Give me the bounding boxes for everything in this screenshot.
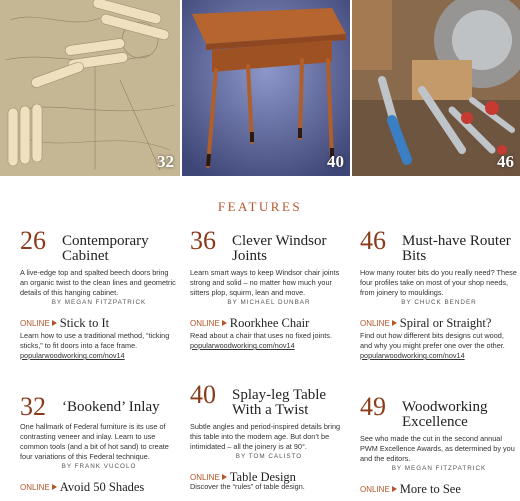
online-description: Read about a chair that uses no fixed joints.: [190, 331, 332, 340]
online-title[interactable]: Stick to It: [59, 315, 110, 330]
article-title[interactable]: Clever Windsor Joints: [232, 233, 327, 264]
online-label: ONLINE: [190, 472, 220, 482]
article-windsor-joints: [190, 228, 348, 351]
article-byline: BY TOM CALISTO: [235, 453, 303, 460]
photo-page-number: 40: [327, 152, 344, 171]
online-description: Discover the “rules” of table design.: [190, 482, 305, 491]
article-title[interactable]: Contemporary Cabinet: [62, 233, 149, 264]
page-number: 49: [360, 392, 386, 421]
online-label: ONLINE: [20, 318, 50, 328]
arrow-right-icon: [392, 320, 397, 326]
photo-page-number: 46: [497, 152, 514, 171]
article-description: How many router bits do you really need? These four profiles take on most of your shop needs, from joinery to mouldings.: [360, 268, 517, 297]
article-description: A live-edge top and spalted beech doors bring an organic twist to the clean lines and geometric details of this hanging cabinet.: [20, 268, 176, 297]
online-title[interactable]: Table Design: [229, 469, 296, 484]
article-description: Learn smart ways to keep Windsor chair joints strong and solid – no matter how much your sitters plop, squirm, lean and move.: [190, 268, 340, 297]
article-router-bits: [360, 228, 518, 361]
arrow-right-icon: [222, 320, 227, 326]
article-byline: BY MEGAN FITZPATRICK: [391, 465, 487, 472]
photo-page-number: 32: [157, 152, 174, 171]
article-title[interactable]: Splay-leg Table With a Twist: [232, 387, 327, 418]
online-title[interactable]: Avoid 50 Shades: [59, 479, 145, 494]
online-label: ONLINE: [360, 318, 390, 328]
section-title: FEATURES: [217, 199, 303, 214]
arrow-right-icon: [52, 484, 57, 490]
article-title[interactable]: Woodworking Excellence: [402, 399, 488, 430]
article-byline: BY MEGAN FITZPATRICK: [51, 299, 147, 306]
arrow-right-icon: [222, 474, 227, 480]
article-title[interactable]: Must-have Router Bits: [402, 233, 511, 264]
article-title[interactable]: ‘Bookend’ Inlay: [62, 399, 160, 415]
article-woodworking-excellence: [360, 394, 518, 494]
article-byline: BY CHUCK BENDER: [401, 299, 477, 306]
article-description: Subtle angles and period-inspired details bring this table into the modern age. But don’t be intimidated – all the joinery is at 90°.: [190, 422, 341, 451]
online-description: Find out how different bits designs cut wood, and why you might prefer one over the other.: [360, 331, 505, 350]
online-title[interactable]: More to See: [399, 481, 461, 496]
page-number: 36: [190, 226, 216, 255]
online-title[interactable]: Roorkhee Chair: [229, 315, 310, 330]
arrow-right-icon: [52, 320, 57, 326]
online-label: ONLINE: [360, 484, 390, 494]
table-photo: [182, 0, 350, 176]
arrow-right-icon: [392, 486, 397, 492]
online-link[interactable]: popularwoodworking.com/nov14: [20, 351, 125, 360]
article-contemporary-cabinet: [20, 228, 178, 361]
article-byline: BY MICHAEL DUNBAR: [227, 299, 311, 306]
article-description: One hallmark of Federal furniture is its use of contrasting veneer and inlay. Learn to use common tools (and a bit of hot sand) to create four variations of this Federal technique.: [20, 422, 169, 461]
page-number: 26: [20, 226, 46, 255]
online-label: ONLINE: [20, 482, 50, 492]
article-splay-leg-table: [190, 382, 348, 492]
article-description: See who made the cut in the second annual PWM Excellence Awards, as determined by you and the editors.: [360, 434, 515, 463]
article-byline: BY FRANK VUCOLO: [61, 463, 137, 470]
page-number: 40: [190, 380, 216, 409]
page-number: 32: [20, 392, 46, 421]
inlay-photo: [0, 0, 180, 176]
photo-strip: [0, 0, 520, 176]
page-number: 46: [360, 226, 386, 255]
online-description: Learn how to use a traditional method, “ticking sticks,” to fit doors into a face frame.: [20, 331, 170, 350]
router-bits-photo: [352, 0, 520, 176]
online-title[interactable]: Spiral or Straight?: [399, 315, 492, 330]
online-link[interactable]: popularwoodworking.com/nov14: [360, 351, 465, 360]
article-bookend-inlay: [20, 394, 178, 492]
online-label: ONLINE: [190, 318, 220, 328]
online-link[interactable]: popularwoodworking.com/nov14: [190, 341, 295, 350]
